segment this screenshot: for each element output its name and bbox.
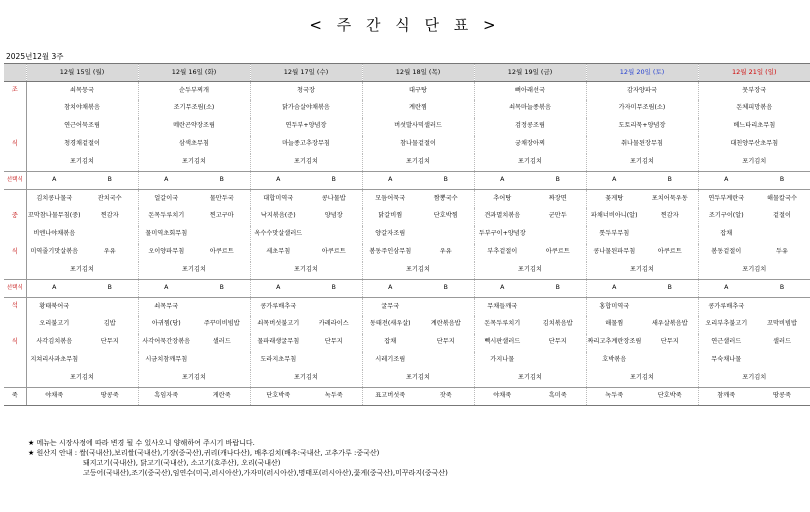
choice-b: B <box>82 280 138 298</box>
menu-item: 버섯발사믹샐러드 <box>362 118 474 136</box>
menu-item: 포기김치 <box>586 154 698 172</box>
menu-item: 포기김치 <box>26 262 138 280</box>
menu-item-b <box>418 226 474 244</box>
menu-item-b: 단무지 <box>660 338 679 346</box>
menu-item-b <box>530 352 586 370</box>
menu-item-a: 봄동주인삼무침 <box>362 244 418 262</box>
menu-item-a: 김치콩나물국 <box>26 190 82 208</box>
menu-item-b: 김밥 <box>103 320 116 328</box>
choice-b: B <box>306 172 362 190</box>
meal-label <box>4 190 26 208</box>
menu-item-b: 단무지 <box>436 338 455 346</box>
menu-item: 삼색초무침 <box>138 136 250 154</box>
menu-item: 청경채겉절이 <box>26 136 138 154</box>
porridge-label: 죽 <box>4 388 26 406</box>
menu-item-b <box>754 298 810 316</box>
menu-item-a: 가지나물 <box>474 352 530 370</box>
menu-item-a: 도라지초무침 <box>250 352 306 370</box>
day-header: 12월 17일 (수) <box>250 64 362 82</box>
menu-item-a: 무숙채나물 <box>698 352 754 370</box>
menu-item-a: 연근샐러드 <box>698 334 754 352</box>
choice-a: A <box>698 172 754 190</box>
menu-item-a: 콩가루배추국 <box>698 298 754 316</box>
porridge-b: 단호박죽 <box>642 388 698 406</box>
menu-item-a: 오리불고기 <box>26 316 82 334</box>
menu-item-b <box>642 226 698 244</box>
choice-a: A <box>138 172 194 190</box>
choice-b: B <box>82 172 138 190</box>
note-menu-change: ★ 메뉴는 시장사정에 따라 변경 될 수 있사오니 양해하여 주시기 바랍니다. <box>28 439 255 447</box>
menu-item: 포기김치 <box>586 370 698 388</box>
menu-item: 취나물된장무침 <box>586 136 698 154</box>
menu-item: 순두부찌개 <box>138 82 250 100</box>
porridge-b: 흑미죽 <box>530 388 586 406</box>
menu-item-b: 카레라이스 <box>318 320 349 328</box>
menu-item-b: 샐러드 <box>773 338 791 346</box>
menu-item-a: 얼갈이국 <box>138 190 194 208</box>
menu-item: 포기김치 <box>698 370 810 388</box>
menu-item: 돈체피망볶음 <box>698 100 810 118</box>
menu-item: 검정콩조림 <box>474 118 586 136</box>
menu-item: 포기김치 <box>138 154 250 172</box>
meal-label: 식 <box>4 136 26 154</box>
table-row <box>4 64 810 82</box>
menu-item-b: 아쿠르트 <box>321 248 346 256</box>
menu-item-b: 우유 <box>103 248 116 256</box>
menu-item-b: 물만두국 <box>209 194 234 202</box>
menu-item: 감자양파국 <box>586 82 698 100</box>
menu-item-a: 잡채 <box>362 334 418 352</box>
menu-item-b: 콩나물밥 <box>321 194 346 202</box>
menu-item-b <box>530 298 586 316</box>
menu-item-b: 단무지 <box>324 338 343 346</box>
menu-item-a: 오이양파무침 <box>138 244 194 262</box>
menu-item: 조기무조림(소) <box>138 100 250 118</box>
menu-item: 뭇부장국 <box>698 82 810 100</box>
menu-item-b <box>82 226 138 244</box>
note-origin-fish: 고등어(국내산),조기(중국산),임연수(미국,러시아산),가자미(러시아산),명태포(러시아산),꽃게(중국산),미꾸라지(중국산) <box>83 469 448 477</box>
day-header: 12월 18일 (목) <box>362 64 474 82</box>
menu-item-b <box>306 352 362 370</box>
choice-b: B <box>754 280 810 298</box>
menu-item-b <box>754 226 810 244</box>
menu-item: 대친양무산초무침 <box>698 136 810 154</box>
choice-a: A <box>474 280 530 298</box>
choice-a: A <box>586 280 642 298</box>
choice-b: B <box>530 280 586 298</box>
menu-item-b <box>306 226 362 244</box>
menu-item-a: 미역줄기맛살볶음 <box>26 244 82 262</box>
menu-item: 연근어묵조림 <box>26 118 138 136</box>
menu-item-b: 김치볶음밥 <box>542 320 573 328</box>
menu-item: 궁채장아찌 <box>474 136 586 154</box>
menu-item-b: 두유 <box>776 248 788 256</box>
table-row <box>4 190 810 208</box>
choice-label: 선택식 <box>4 280 26 298</box>
menu-item: 포기김치 <box>362 370 474 388</box>
meal-label <box>4 226 26 244</box>
menu-item-a: 양갈자조림 <box>362 226 418 244</box>
porridge-a: 흑임자죽 <box>138 388 194 406</box>
menu-item-b <box>754 352 810 370</box>
menu-item: 포기김치 <box>138 370 250 388</box>
meal-label <box>4 316 26 334</box>
menu-item-b: 새우살볶음밥 <box>651 320 688 328</box>
menu-item: 포기김치 <box>698 262 810 280</box>
choice-a: A <box>698 280 754 298</box>
menu-item-a: 봄동겉절이 <box>698 244 754 262</box>
menu-item-a: 톳두부무침 <box>586 226 642 244</box>
menu-item: 참치야채볶음 <box>26 100 138 118</box>
menu-item-b <box>306 298 362 316</box>
meal-label <box>4 370 26 388</box>
menu-item: 포기김치 <box>474 154 586 172</box>
menu-item-b <box>194 352 250 370</box>
corner-cell <box>4 64 26 82</box>
menu-item: 연두부+양념장 <box>250 118 362 136</box>
menu-item-a: 세초무침 <box>250 244 306 262</box>
day-header: 12월 15일 (월) <box>26 64 138 82</box>
menu-item-b: 양념장 <box>324 212 343 220</box>
menu-item-a: 콩나물된파무침 <box>586 244 642 262</box>
menu-item-a: 해물찜 <box>586 316 642 334</box>
table-row <box>4 136 810 154</box>
menu-item-b: 찐고구마 <box>209 212 234 220</box>
table-row <box>4 100 810 118</box>
day-header: 12월 20일 (토) <box>586 64 698 82</box>
note-origin: ★ 원산지 안내 : 쌀(국내산),보리쌀(국내산),기장(중국산),귀리(캐나다산), 배추김치(배추:국내산, 고추가루 :중국산) <box>28 449 380 457</box>
menu-item-a: 연두부계란국 <box>698 190 754 208</box>
choice-b: B <box>754 172 810 190</box>
menu-item-b <box>82 298 138 316</box>
note-origin-meat: 돼지고기(국내산), 닭고기(국내산), 소고기(호주산), 오리(국내산) <box>83 459 281 467</box>
menu-item: 계란찜 <box>362 100 474 118</box>
menu-item: 닭가슴살야채볶음 <box>250 100 362 118</box>
menu-item-a: 아귀찜(당) <box>138 316 194 334</box>
porridge-a: 야채죽 <box>474 388 530 406</box>
menu-item: 대구탕 <box>362 82 474 100</box>
menu-item: 참나물겉절이 <box>362 136 474 154</box>
menu-item-a: 비엔나야채볶음 <box>26 226 82 244</box>
menu-item-a: 꼬막참나물무침(중) <box>26 208 82 226</box>
weekly-menu-table <box>4 63 810 406</box>
menu-item-b: 단무지 <box>100 338 119 346</box>
menu-item-b <box>82 352 138 370</box>
menu-item-a: 황태북어국 <box>26 298 82 316</box>
menu-item-a: 돈목두루치기 <box>138 208 194 226</box>
menu-item-a: 콩가루배추국 <box>250 298 306 316</box>
menu-item-a: 홍합미역국 <box>586 298 642 316</box>
meal-label: 조 <box>4 82 26 100</box>
porridge-b: 땅콩죽 <box>82 388 138 406</box>
menu-item-b: 단호박찜 <box>433 212 458 220</box>
menu-item-a: 견과멸치볶음 <box>474 208 530 226</box>
menu-item: 마늘종고추장무침 <box>250 136 362 154</box>
menu-item-a: 파채너비아니(알) <box>586 208 642 226</box>
menu-item-b: 군만두 <box>548 212 567 220</box>
porridge-b: 잣죽 <box>418 388 474 406</box>
porridge-a: 단호박죽 <box>250 388 306 406</box>
choice-b: B <box>642 172 698 190</box>
menu-item-b: 아쿠르트 <box>545 248 570 256</box>
table-row <box>4 316 810 334</box>
week-label: 2025년12월 3주 <box>6 52 64 61</box>
choice-b: B <box>194 280 250 298</box>
menu-item-b: 포치어묵우동 <box>651 194 688 202</box>
menu-item: 포기김치 <box>362 262 474 280</box>
meal-label <box>4 100 26 118</box>
menu-item-b <box>194 298 250 316</box>
day-header: 12월 19일 (금) <box>474 64 586 82</box>
menu-item-b: 해물칼국수 <box>767 194 797 202</box>
menu-item: 메란곤약장조림 <box>138 118 250 136</box>
menu-item: 청국장 <box>250 82 362 100</box>
table-row <box>4 262 810 280</box>
menu-item: 포기김치 <box>474 370 586 388</box>
choice-b: B <box>418 280 474 298</box>
meal-label <box>4 154 26 172</box>
menu-item: 뼈아래선국 <box>474 82 586 100</box>
menu-item-a: 잡채 <box>698 226 754 244</box>
menu-item-a: 물파래생굴무침 <box>250 334 306 352</box>
table-row <box>4 208 810 226</box>
menu-item-a: 호박볶음 <box>586 352 642 370</box>
choice-b: B <box>642 280 698 298</box>
menu-item: 포기김치 <box>362 154 474 172</box>
choice-label: 선택식 <box>4 172 26 190</box>
choice-b: B <box>194 172 250 190</box>
menu-item-b <box>418 352 474 370</box>
menu-item-a: 짜리고추계란장조림 <box>586 334 642 352</box>
table-row <box>4 118 810 136</box>
menu-item-a: 사각어묵간장볶음 <box>138 334 194 352</box>
table-row <box>4 154 810 172</box>
meal-label <box>4 262 26 280</box>
porridge-a: 녹두죽 <box>586 388 642 406</box>
menu-item-a: 부추겉절이 <box>474 244 530 262</box>
table-row <box>4 280 810 298</box>
porridge-b: 땅콩죽 <box>754 388 810 406</box>
porridge-b: 녹두죽 <box>306 388 362 406</box>
menu-item-b <box>418 298 474 316</box>
menu-item-a: 동태전(새우살) <box>362 316 418 334</box>
choice-a: A <box>250 280 306 298</box>
menu-item-a: 두부구이+양념장 <box>474 226 530 244</box>
menu-item: 베느타리초무침 <box>698 118 810 136</box>
porridge-a: 표고버섯죽 <box>362 388 418 406</box>
menu-item: 포기김치 <box>250 154 362 172</box>
choice-b: B <box>418 172 474 190</box>
menu-item-b: 아쿠르트 <box>209 248 234 256</box>
choice-a: A <box>362 172 418 190</box>
menu-item-a: 돈목두루치기 <box>474 316 530 334</box>
table-row <box>4 82 810 100</box>
porridge-a: 참깨죽 <box>698 388 754 406</box>
menu-item-a: 쇠목무국 <box>138 298 194 316</box>
menu-item-a: 사각김치볶음 <box>26 334 82 352</box>
choice-a: A <box>474 172 530 190</box>
menu-item-b: 주꾸미비빔밥 <box>203 320 240 328</box>
menu-item-b <box>530 226 586 244</box>
table-row <box>4 352 810 370</box>
choice-b: B <box>530 172 586 190</box>
menu-item: 포기김치 <box>250 370 362 388</box>
porridge-a: 야채죽 <box>26 388 82 406</box>
table-row <box>4 244 810 262</box>
day-header: 12월 16일 (화) <box>138 64 250 82</box>
meal-label: 식 <box>4 334 26 352</box>
meal-label <box>4 352 26 370</box>
menu-item-b: 샐러드 <box>212 338 231 346</box>
menu-item: 포기김치 <box>698 154 810 172</box>
menu-item-a: 시금치참깨무침 <box>138 352 194 370</box>
menu-item-b: 꼬막비빔밥 <box>767 320 797 328</box>
menu-item-a: 오리부추불고기 <box>698 316 754 334</box>
menu-item: 포기김치 <box>26 154 138 172</box>
menu-item-b: 우유 <box>439 248 452 256</box>
day-header: 12월 21일 (일) <box>698 64 810 82</box>
menu-item-b <box>194 226 250 244</box>
menu-item-b: 겉절이 <box>773 212 791 220</box>
meal-label: 석 <box>4 298 26 316</box>
menu-item-a: 추어탕 <box>474 190 530 208</box>
menu-item-b: 찐감자 <box>660 212 679 220</box>
choice-b: B <box>306 280 362 298</box>
page-title: < 주 간 식 단 표 > <box>309 16 501 34</box>
menu-item-a: 무채들깨국 <box>474 298 530 316</box>
menu-item: 쇠목마늘종볶음 <box>474 100 586 118</box>
menu-item: 포기김치 <box>138 262 250 280</box>
menu-item-a: 모듬어묵국 <box>362 190 418 208</box>
menu-item-a: 대합미역국 <box>250 190 306 208</box>
menu-item-b: 잔치국수 <box>97 194 122 202</box>
menu-item: 포기김치 <box>250 262 362 280</box>
choice-a: A <box>26 172 82 190</box>
menu-item-b <box>642 352 698 370</box>
table-row <box>4 298 810 316</box>
menu-item-a: 시레기조림 <box>362 352 418 370</box>
table-row <box>4 226 810 244</box>
menu-item: 포기김치 <box>26 370 138 388</box>
menu-item: 쇠목뭉국 <box>26 82 138 100</box>
menu-item-a: 굴무국 <box>362 298 418 316</box>
menu-item: 도토리묵+양념장 <box>586 118 698 136</box>
menu-item: 포기김치 <box>586 262 698 280</box>
menu-item-a: 빽시판샐러드 <box>474 334 530 352</box>
table-row <box>4 370 810 388</box>
meal-label: 식 <box>4 244 26 262</box>
menu-item-a: 쇠목버섯불고기 <box>250 316 306 334</box>
menu-item-b: 단무지 <box>548 338 567 346</box>
menu-item-a: 옥수수맛살샐러드 <box>250 226 306 244</box>
table-row <box>4 172 810 190</box>
menu-item: 포기김치 <box>474 262 586 280</box>
notes <box>28 438 448 478</box>
choice-a: A <box>250 172 306 190</box>
meal-label: 중 <box>4 208 26 226</box>
menu-item-b <box>642 298 698 316</box>
choice-a: A <box>362 280 418 298</box>
table-row <box>4 334 810 352</box>
meal-label <box>4 118 26 136</box>
choice-a: A <box>586 172 642 190</box>
menu-item-b: 찐감자 <box>100 212 119 220</box>
menu-item-a: 닭갈비찜 <box>362 208 418 226</box>
menu-item-a: 꽃게탕 <box>586 190 642 208</box>
menu-item: 가자미무조림(소) <box>586 100 698 118</box>
porridge-b: 게란죽 <box>194 388 250 406</box>
menu-item-b: 아쿠르트 <box>657 248 682 256</box>
menu-item-a: 지쳐리사과초무침 <box>26 352 82 370</box>
choice-a: A <box>26 280 82 298</box>
menu-item-b: 계란볶음밥 <box>430 320 461 328</box>
menu-item-a: 조기구이(알) <box>698 208 754 226</box>
menu-item-a: 낙지볶음(준) <box>250 208 306 226</box>
choice-a: A <box>138 280 194 298</box>
menu-item-b: 짬뽕국수 <box>433 194 458 202</box>
menu-item-b: 짜장면 <box>548 194 567 202</box>
menu-item-a: 물미역초회무침 <box>138 226 194 244</box>
table-row <box>4 388 810 406</box>
